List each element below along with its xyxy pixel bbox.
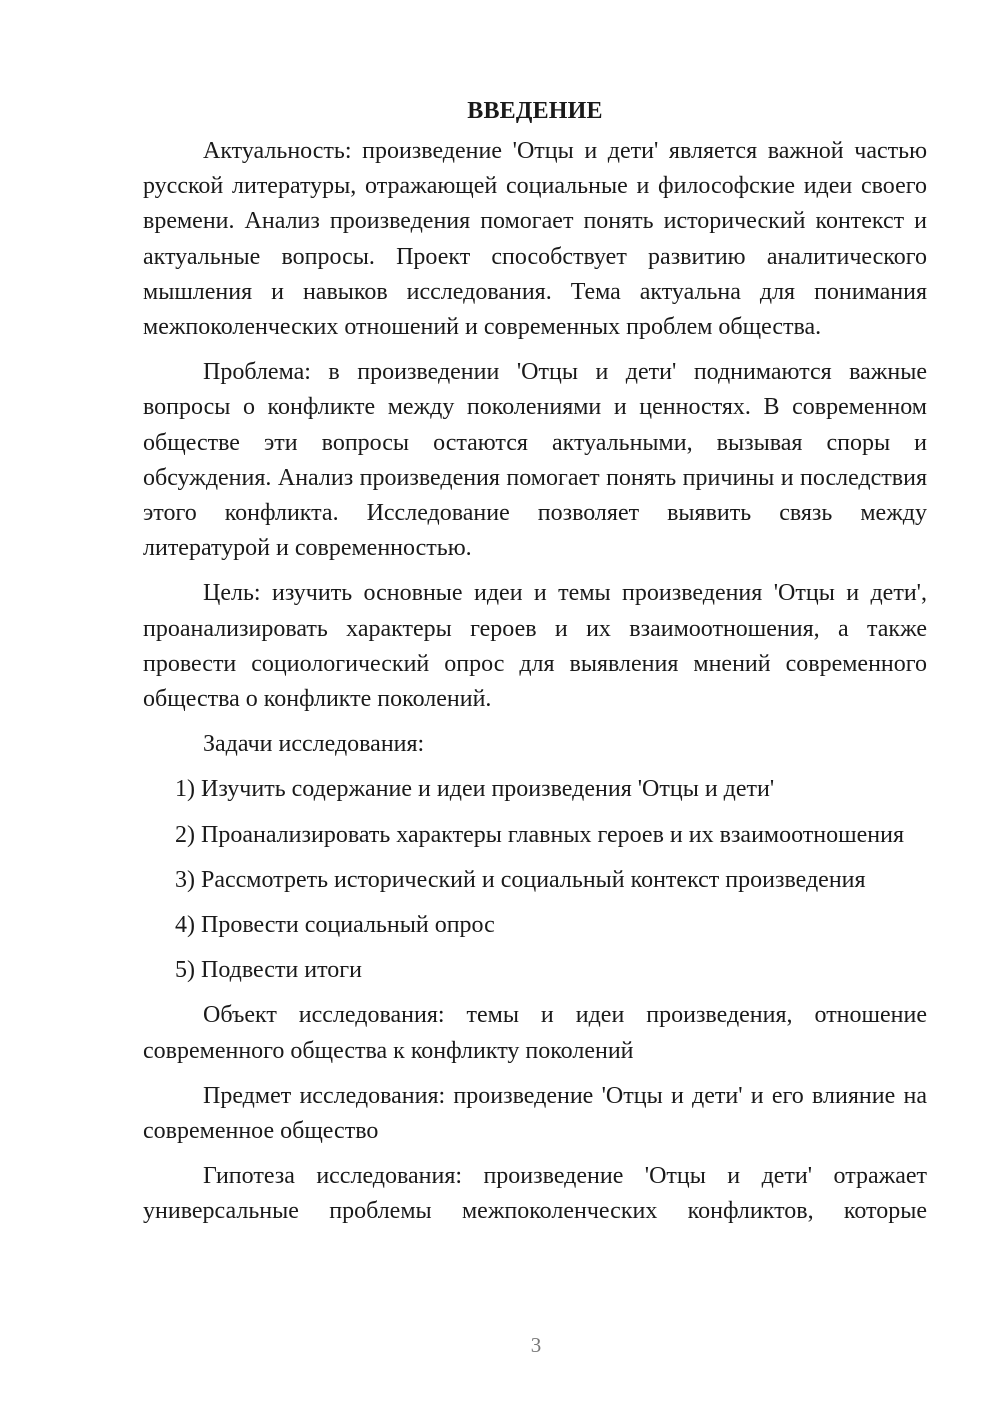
task-item-1: 1) Изучить содержание и идеи произведения 'Отцы и дети' bbox=[175, 776, 775, 803]
task-item-2: 2) Проанализировать характеры главных героев и их взаимоотношения bbox=[175, 821, 904, 848]
problem-paragraph: Проблема: в произведении 'Отцы и дети' поднимаются важные вопросы о конфликте между поколениями и ценностях. В современном обществе эти вопросы остаются актуальными, вызывая споры и обсуждения. Анализ произведения помогает понять причины и последствия этого конфликта. Исследование позволяет выявить связь между литературой и современностью. bbox=[143, 359, 927, 562]
tasks-heading: Задачи исследования: bbox=[203, 731, 425, 758]
task-item-3: 3) Рассмотреть исторический и социальный контекст произведения bbox=[175, 866, 866, 893]
object-paragraph: Объект исследования: темы и идеи произведения, отношение современного общества к конфликту поколений bbox=[143, 1002, 927, 1064]
section-title: ВВЕДЕНИЕ bbox=[467, 98, 603, 124]
task-item-5: 5) Подвести итоги bbox=[175, 957, 362, 984]
relevance-paragraph: Актуальность: произведение 'Отцы и дети' является важной частью русской литературы, отражающей социальные и философские идеи своего времени. Анализ произведения помогает понять исторический контекст и актуальные вопросы. Проект способствует развитию аналитического мышления и навыков исследования. Тема актуальна для понимания межпоколенческих отношений и современных проблем общества. bbox=[143, 138, 927, 341]
task-item-4: 4) Провести социальный опрос bbox=[175, 912, 495, 939]
goal-paragraph: Цель: изучить основные идеи и темы произведения 'Отцы и дети', проанализировать характеры героев и их взаимоотношения, а также провести социологический опрос для выявления мнений современного общества о конфликте поколений. bbox=[143, 580, 927, 713]
page-number: 3 bbox=[530, 1333, 542, 1357]
hypothesis-paragraph: Гипотеза исследования: произведение 'Отцы и дети' отражает универсальные проблемы межпоколенческих конфликтов, которые bbox=[143, 1163, 927, 1225]
subject-paragraph: Предмет исследования: произведение 'Отцы и дети' и его влияние на современное общество bbox=[143, 1082, 927, 1145]
page-content bbox=[143, 93, 927, 1230]
